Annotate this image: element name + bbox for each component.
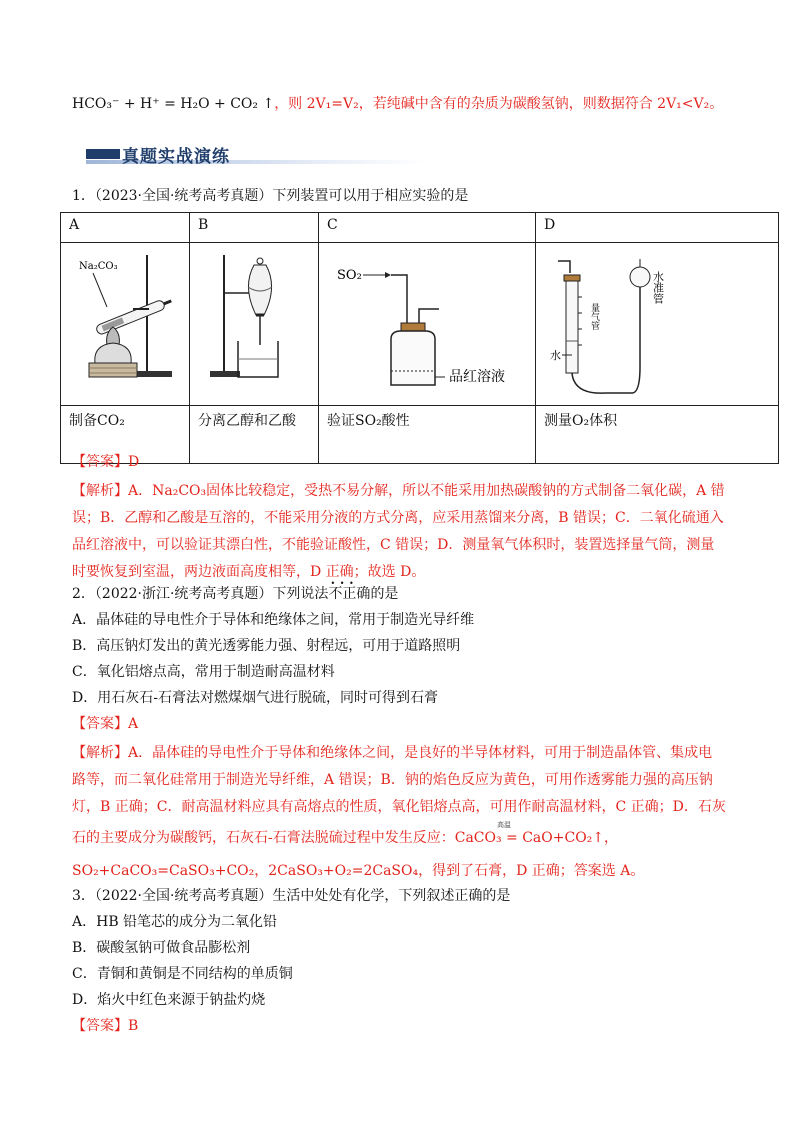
top-line-text: ，则 2V₁=V₂，若纯碱中含有的杂质为碳酸氢钠，则数据符合 2V₁<V₂。 <box>274 96 724 112</box>
c-solution-label: 品红溶液 <box>449 369 505 385</box>
d-water-label: 水 <box>550 349 561 362</box>
apparatus-a <box>61 243 190 406</box>
q2-option-b: B．高压钠灯发出的黄光透雾能力强、射程远，可用于道路照明 <box>72 638 461 654</box>
q3-option-c: C．青铜和黄铜是不同结构的单质铜 <box>72 966 293 982</box>
gas-measuring-diagram <box>544 247 770 397</box>
q2-answer: 【答案】A <box>72 716 139 732</box>
q1-analysis-line: 误；B．乙醇和乙酸是互溶的，不能采用分液的方式分离，应采用蒸馏来分离，B 错误；C．二氧化硫通入 <box>72 510 724 526</box>
c-gas-label: SO₂ <box>337 268 362 283</box>
apparatus-c <box>319 243 536 406</box>
q2-option-d: D．用石灰石-石膏法对燃煤烟气进行脱硫，同时可得到石膏 <box>72 690 438 706</box>
a-reagent-label: Na₂CO₃ <box>79 261 118 272</box>
col-header-b: B <box>190 213 319 243</box>
q2-analysis <box>72 740 732 885</box>
banner-bar <box>86 149 120 159</box>
col-header-c: C <box>319 213 536 243</box>
gas-washing-bottle-diagram <box>327 247 527 397</box>
caption-c: 验证SO₂酸性 <box>319 406 536 464</box>
d-tube-label: 量气管 <box>589 303 599 330</box>
col-header-d: D <box>536 213 779 243</box>
section-title: 真题实战演练 <box>122 147 230 167</box>
top-formula-line <box>72 94 723 114</box>
q1-analysis-line: 【解析】A．Na₂CO₃固体比较稳定，受热不易分解，所以不能采用加热碳酸钠的方式制备二氧化碳，A 错 <box>72 483 725 499</box>
caption-d: 测量O₂体积 <box>536 406 779 464</box>
q2-analysis-line: 灯，B 正确；C．耐高温材料应具有高熔点的性质，氧化铝熔点高，可用作耐高温材料，C 正确；D．石灰 <box>72 799 726 815</box>
d-level-label: 水准管 <box>651 271 665 304</box>
q2-option-a: A．晶体硅的导电性介于导体和绝缘体之间，常用于制造光导纤维 <box>72 612 475 628</box>
q1-analysis <box>72 478 732 586</box>
q3-option-d: D．焰火中红色来源于钠盐灼烧 <box>72 992 266 1008</box>
q1-stem: 1．（2023·全国·统考高考真题）下列装置可以用于相应实验的是 <box>72 188 469 204</box>
q1-analysis-line: 时要恢复到室温，两边液面高度相等，D 正确；故选 D。 <box>72 564 426 580</box>
q3-stem: 3．（2022·全国·统考高考真题）生活中处处有化学，下列叙述正确的是 <box>72 888 511 904</box>
q2-stem-post: 的是 <box>370 586 399 602</box>
q2-analysis-line: SO₂+CaCO₃=CaSO₃+CO₂，2CaSO₃+O₂=2CaSO₄，得到了石膏，D 正确；答案选 A。 <box>72 863 645 879</box>
q2-analysis-line: 路等，而二氧化硅常用于制造光导纤维，A 错误；B．钠的焰色反应为黄色，可用作透雾能力强的高压钠 <box>72 772 713 788</box>
q1-analysis-line: 品红溶液中，可以验证其漂白性，不能验证酸性，C 错误；D．测量氧气体积时，装置选择量气筒，测量 <box>72 537 715 553</box>
q3-option-a: A．HB 铅笔芯的成分为二氧化铅 <box>72 914 278 930</box>
col-header-a: A <box>61 213 190 243</box>
q2-option-c: C．氧化铝熔点高，常用于制造耐高温材料 <box>72 664 335 680</box>
q3-answer: 【答案】B <box>72 1018 139 1034</box>
caption-a: 制备CO₂ <box>61 406 190 464</box>
caption-b: 分离乙醇和乙酸 <box>190 406 319 464</box>
heating-tube-diagram <box>69 247 181 397</box>
q1-answer: 【答案】D <box>72 454 140 470</box>
q3-option-b: B．碳酸氢钠可做食品膨松剂 <box>72 940 251 956</box>
q2-analysis-line: 石的主要成分为碳酸钙，石灰石-石膏法脱硫过程中发生反应：CaCO₃ = CaO+CO₂↑， <box>72 830 619 846</box>
separatory-funnel-diagram <box>198 247 310 397</box>
reaction-condition: 高温 <box>497 821 511 829</box>
q2-stem <box>72 584 398 604</box>
q2-stem-emphasis: • • • 不正确 <box>328 584 370 604</box>
q2-analysis-line: 【解析】A．晶体硅的导电性介于导体和绝缘体之间，是良好的半导体材料，可用于制造晶体管、集成电 <box>72 745 713 761</box>
section-banner <box>86 140 426 168</box>
apparatus-b <box>190 243 319 406</box>
q1-apparatus-table <box>60 212 779 464</box>
formula: HCO₃⁻ + H⁺ = H₂O + CO₂ ↑ <box>72 96 275 112</box>
q2-stem-pre: 2．（2022·浙江·统考高考真题）下列说法 <box>72 586 329 602</box>
apparatus-d <box>536 243 779 406</box>
